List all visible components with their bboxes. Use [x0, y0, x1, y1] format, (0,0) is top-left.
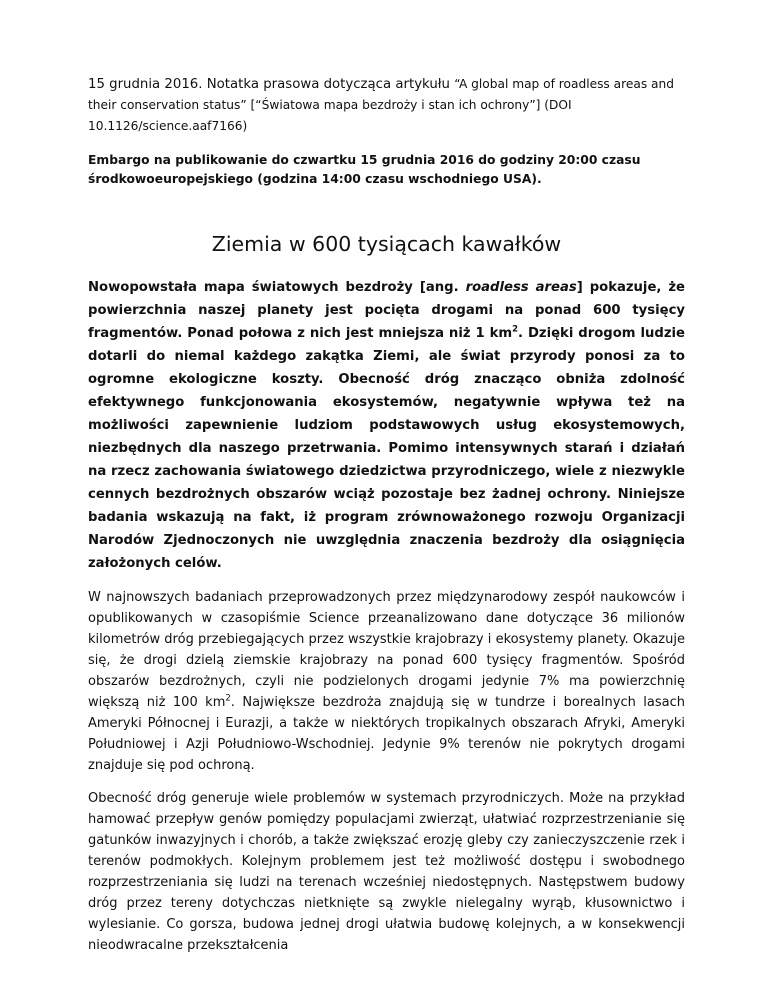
lead-italic-term: roadless areas: [465, 280, 577, 295]
lead-text-end: . Dzięki drogom ludzie dotarli do niemal każdego zakątka Ziemi, ale świat przyrody ponosi za to ogromne ekologiczne koszty. Obecność dróg znacząco obniża zdolność efektywnego funkcjonowania ekosystemów, negatywnie wpływa też na możliwości zapewnienie ludziom podstawowych usług ekosystemowych, niezbędnych dla naszego przetrwania. Pomimo intensywnych starań i działań na rzecz zachowania światowego dziedzictwa przyrodniczego, wiele z niezwykle cennych bezdrożnych obszarów wciąż pozostaje bez żadnej ochrony. Niniejsze badania wskazują na fakt, iż program zrównoważonego rozwoju Organizacji Narodów Zjednoczonych nie uwzględnia znaczenia bezdroży dla osiągnięcia założonych celów.: [88, 326, 685, 571]
press-note-article-title: “A global map of roadless areas and their conservation status” [“Światowa mapa bezdroży i stan ich ochrony”] (DOI 10.1126/science.aaf7166): [88, 77, 674, 133]
body-paragraph-1: [88, 587, 685, 776]
body-paragraph-1-end: . Największe bezdroża znajdują się w tundrze i borealnych lasach Ameryki Północnej i Eurazji, a także w niektórych tropikalnych obszarach Afryki, Ameryki Południowej i Azji Południowo-Wschodniej. Jedynie 9% terenów nie pokrytych drogami znajduje się pod ochroną.: [88, 695, 685, 773]
lead-paragraph: [88, 276, 685, 575]
body-paragraph-1-start: W najnowszych badaniach przeprowadzonych przez międzynarodowy zespół naukowców i opublikowanych w czasopiśmie Science przeanalizowano dane dotyczące 36 milionów kilometrów dróg przebiegających przez wszystkie krajobrazy i ekosystemy planety. Okazuje się, że drogi dzielą ziemskie krajobrazy na ponad 600 tysięcy fragmentów. Spośród obszarów bezdrożnych, czyli nie podzielonych drogami jedynie 7% ma powierzchnię większą niż 100 km: [88, 590, 685, 710]
lead-text-middle: ] pokazuje, że powierzchnia naszej planety jest pocięta drogami na ponad 600 tysięcy fragmentów. Ponad połowa z nich jest mniejsza niż 1 km: [88, 280, 685, 341]
body-paragraph-1-superscript: 2: [225, 693, 231, 704]
lead-superscript: 2: [512, 324, 519, 335]
page-title: Ziemia w 600 tysiącach kawałków: [211, 232, 562, 256]
embargo-notice: Embargo na publikowanie do czwartku 15 grudnia 2016 do godziny 20:00 czasu środkowoeuropejskiego (godzina 14:00 czasu wschodniego USA).: [88, 153, 641, 186]
document-body: [88, 74, 685, 968]
lead-text-start: Nowopowstała mapa światowych bezdroży [ang.: [88, 280, 466, 295]
body-paragraph-2: Obecność dróg generuje wiele problemów w systemach przyrodniczych. Może na przykład hamować przepływ genów pomiędzy populacjami zwierząt, ułatwiać rozprzestrzenianie się gatunków inwazyjnych i chorób, a także zwiększać erozję gleby czy zanieczyszczenie rzek i terenów podmokłych. Kolejnym problemem jest też możliwość dostępu i swobodnego rozprzestrzeniania się ludzi na terenach wcześniej niedostępnych. Następstwem budowy dróg przez tereny dotychczas nietknięte są zwykle nielegalny wyrąb, kłusownictwo i wylesianie. Co gorsza, budowa jednej drogi ułatwia budowę kolejnych, a w konsekwencji nieodwracalne przekształcenia: [88, 791, 685, 953]
press-note-date: 15 grudnia 2016. Notatka prasowa dotycząca artykułu: [88, 77, 455, 92]
press-note-intro: [88, 74, 685, 137]
